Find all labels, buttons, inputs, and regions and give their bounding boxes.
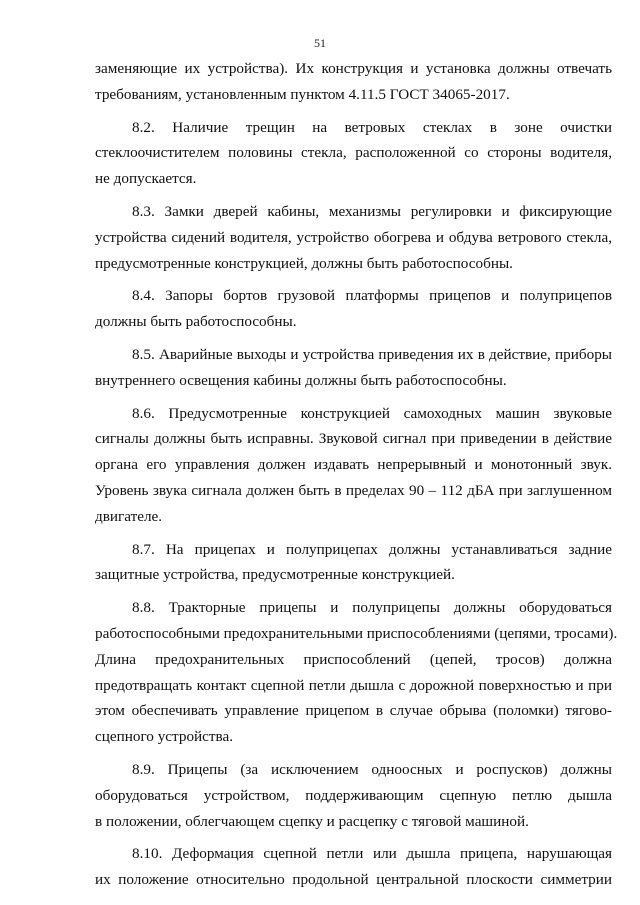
text-line: не допускается. <box>95 170 197 188</box>
text-line: 8.2. Наличие трещин на ветровых стеклах в зоне очистки <box>132 118 612 136</box>
text-line: работоспособными предохранительными приспособлениями (цепями, тросами). <box>95 624 618 642</box>
text-line: должны быть работоспособны. <box>95 313 297 331</box>
paragraph <box>95 595 618 750</box>
text-line: их положение относительно продольной центральной плоскости симметрии <box>95 871 612 889</box>
text-line: предусмотренные конструкцией, должны быть работоспособны. <box>95 254 513 272</box>
text-line: Уровень звука сигнала должен быть в пределах 90 – 112 дБА при заглушенном <box>95 481 612 499</box>
text-line: Длина предохранительных приспособлений (цепей, тросов) должна <box>95 650 612 668</box>
text-line: 8.8. Тракторные прицепы и полуприцепы должны оборудоваться <box>132 599 612 617</box>
paragraph <box>95 401 612 530</box>
text-line: 8.3. Замки дверей кабины, механизмы регулировки и фиксирующие <box>132 202 612 220</box>
text-line: органа его управления должен издавать непрерывный и монотонный звук. <box>95 456 612 474</box>
paragraph <box>95 841 612 893</box>
paragraph <box>95 283 612 335</box>
paragraph <box>95 56 612 108</box>
text-line: 8.9. Прицепы (за исключением одноосных и роспусков) должны <box>132 760 612 778</box>
text-line: двигателе. <box>95 507 163 525</box>
text-line: 8.5. Аварийные выходы и устройства приведения их в действие, приборы <box>132 345 612 363</box>
text-line: внутреннего освещения кабины должны быть работоспособны. <box>95 371 507 389</box>
text-line: 8.4. Запоры бортов грузовой платформы прицепов и полуприцепов <box>132 287 612 305</box>
paragraph <box>95 342 612 394</box>
text-line: сцепного устройства. <box>95 728 234 746</box>
text-line: устройства сидений водителя, устройство обогрева и обдува ветрового стекла, <box>95 228 612 246</box>
paragraph <box>95 757 612 834</box>
page-number: 51 <box>314 36 326 50</box>
text-line: стеклоочистителем половины стекла, расположенной со стороны водителя, <box>95 144 612 162</box>
text-line: оборудоваться устройством, поддерживающим сцепную петлю дышла <box>95 786 612 804</box>
text-line: 8.7. На прицепах и полуприцепах должны устанавливаться задние <box>132 540 612 558</box>
text-line: заменяющие их устройства). Их конструкция и установка должны отвечать <box>95 60 612 77</box>
text-line: 8.10. Деформация сцепной петли или дышла прицепа, нарушающая <box>132 845 612 863</box>
text-line: в положении, облегчающем сцепку и расцепку с тяговой машиной. <box>95 812 529 830</box>
text-line: требованиям, установленным пунктом 4.11.5 ГОСТ 34065-2017. <box>95 85 510 103</box>
text-line: защитные устройства, предусмотренные конструкцией. <box>95 566 455 584</box>
paragraph <box>95 537 612 589</box>
document-body <box>95 56 618 893</box>
text-line: этом обеспечивать управление прицепом в случае обрыва (поломки) тягово- <box>95 702 612 720</box>
text-line: 8.6. Предусмотренные конструкцией самоходных машин звуковые <box>132 404 612 422</box>
text-line: предотвращать контакт сцепной петли дышла с дорожной поверхностью и при <box>95 676 612 694</box>
paragraph <box>95 115 612 192</box>
paragraph <box>95 199 612 276</box>
text-line: сигналы должны быть исправны. Звуковой сигнал при приведении в действие <box>95 430 612 448</box>
